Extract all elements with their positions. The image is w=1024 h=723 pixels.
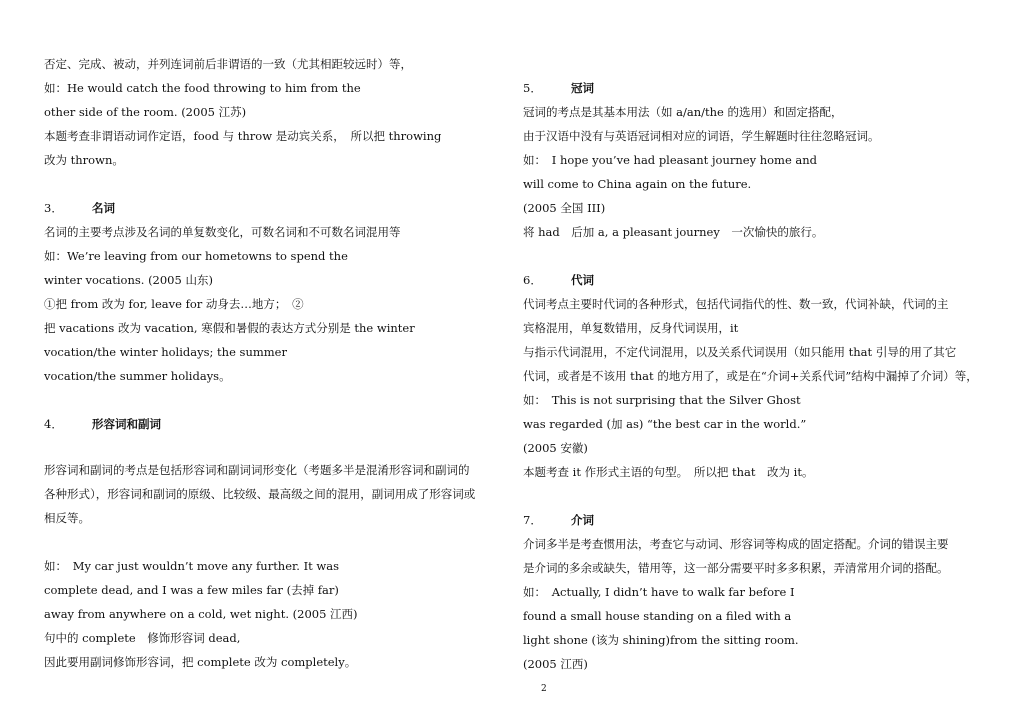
section-6-line: 代词，或者是不该用 that 的地方用了，或是在“介词+关系代词”结构中漏掉了介词）等，: [523, 369, 978, 383]
section-7-line: (2005 江西): [523, 657, 588, 671]
section-3-line: vocation/the summer holidays。: [44, 369, 231, 383]
section-4-line: 形容词和副词的考点是包括形容词和副词词形变化（考题多半是混淆形容词和副词的: [44, 463, 470, 477]
section-4-line: complete dead, and I was a few miles far (去掉 far): [44, 583, 339, 597]
page-number: 2: [541, 684, 547, 694]
section-5-line: 冠词的考点是其基本用法（如 a/an/the 的选用）和固定搭配，: [523, 105, 843, 119]
section-title: 名词: [92, 201, 115, 215]
section-4-line: 句中的 complete 修饰形容词 dead,: [44, 631, 241, 645]
section-7-line: 是介词的多余或缺失，错用等，这一部分需要平时多多积累，弄清常用介词的搭配。: [523, 561, 949, 575]
section-number: 6．: [523, 273, 542, 287]
intro-line: 如：He would catch the food throwing to him from the: [44, 81, 361, 95]
section-4-line: away from anywhere on a cold, wet night. (2005 江西): [44, 607, 358, 621]
section-5-line: 将 had 后加 a, a pleasant journey 一次愉快的旅行。: [523, 225, 824, 239]
section-6-line: 本题考查 it 作形式主语的句型。 所以把 that 改为 it。: [523, 465, 814, 479]
section-title: 代词: [571, 273, 594, 287]
intro-line: 改为 thrown。: [44, 153, 124, 167]
section-3-line: 名词的主要考点涉及名词的单复数变化，可数名词和不可数名词混用等: [44, 225, 401, 239]
section-title: 形容词和副词: [92, 417, 161, 431]
section-6-line: 如： This is not surprising that the Silver Ghost: [523, 393, 801, 407]
section-6-line: 与指示代词混用，不定代词混用，以及关系代词误用（如只能用 that 引导的用了其它: [523, 345, 957, 359]
section-3-line: winter vocations. (2005 山东): [44, 273, 213, 287]
section-6-line: 代词考点主要时代词的各种形式，包括代词指代的性、数一致，代词补缺，代词的主: [523, 297, 949, 311]
section-7-line: found a small house standing on a filed with a: [523, 609, 792, 623]
section-6-heading: [523, 273, 594, 287]
section-3-line: 如：We’re leaving from our hometowns to spend the: [44, 249, 348, 263]
section-3-line: 把 vacations 改为 vacation, 寒假和暑假的表达方式分别是 the winter: [44, 321, 415, 335]
section-3-line: ①把 from 改为 for, leave for 动身去…地方； ②: [44, 297, 304, 311]
intro-line: 本题考查非谓语动词作定语，food 与 throw 是动宾关系， 所以把 throwing: [44, 129, 442, 143]
section-number: 5．: [523, 81, 542, 95]
section-5-heading: [523, 81, 594, 95]
section-5-line: 如： I hope you’ve had pleasant journey home and: [523, 153, 818, 167]
section-number: 3．: [44, 201, 63, 215]
section-4-heading: [44, 417, 161, 431]
section-7-heading: [523, 513, 594, 527]
section-4-line: 相反等。: [44, 511, 90, 525]
section-title: 介词: [571, 513, 594, 527]
intro-line: other side of the room. (2005 江苏): [44, 105, 247, 119]
section-4-line: 如： My car just wouldn’t move any further. It was: [44, 559, 339, 573]
section-5-line: will come to China again on the future.: [523, 177, 752, 191]
section-number: 7．: [523, 513, 542, 527]
section-number: 4．: [44, 417, 63, 431]
section-7-line: 介词多半是考查惯用法，考查它与动词、形容词等构成的固定搭配。介词的错误主要: [523, 537, 949, 551]
section-7-line: light shone (该为 shining)from the sitting room.: [523, 633, 799, 647]
section-7-line: 如： Actually, I didn’t have to walk far before I: [523, 585, 795, 599]
section-4-line: 因此要用副词修饰形容词，把 complete 改为 completely。: [44, 655, 357, 669]
section-3-line: vocation/the winter holidays; the summer: [44, 345, 287, 359]
section-3-heading: [44, 201, 115, 215]
intro-line: 否定、完成、被动，并列连词前后非谓语的一致（尤其相距较远时）等，: [44, 57, 412, 71]
section-6-line: was regarded (加 as) “the best car in the world.”: [523, 417, 807, 431]
section-6-line: (2005 安徽): [523, 441, 588, 455]
section-5-line: 由于汉语中没有与英语冠词相对应的词语，学生解题时往往忽略冠词。: [523, 129, 880, 143]
section-6-line: 宾格混用，单复数错用，反身代词误用，it: [523, 321, 739, 335]
section-4-line: 各种形式），形容词和副词的原级、比较级、最高级之间的混用，副词用成了形容词或: [44, 487, 476, 501]
section-5-line: (2005 全国 III): [523, 201, 606, 215]
section-title: 冠词: [571, 81, 594, 95]
